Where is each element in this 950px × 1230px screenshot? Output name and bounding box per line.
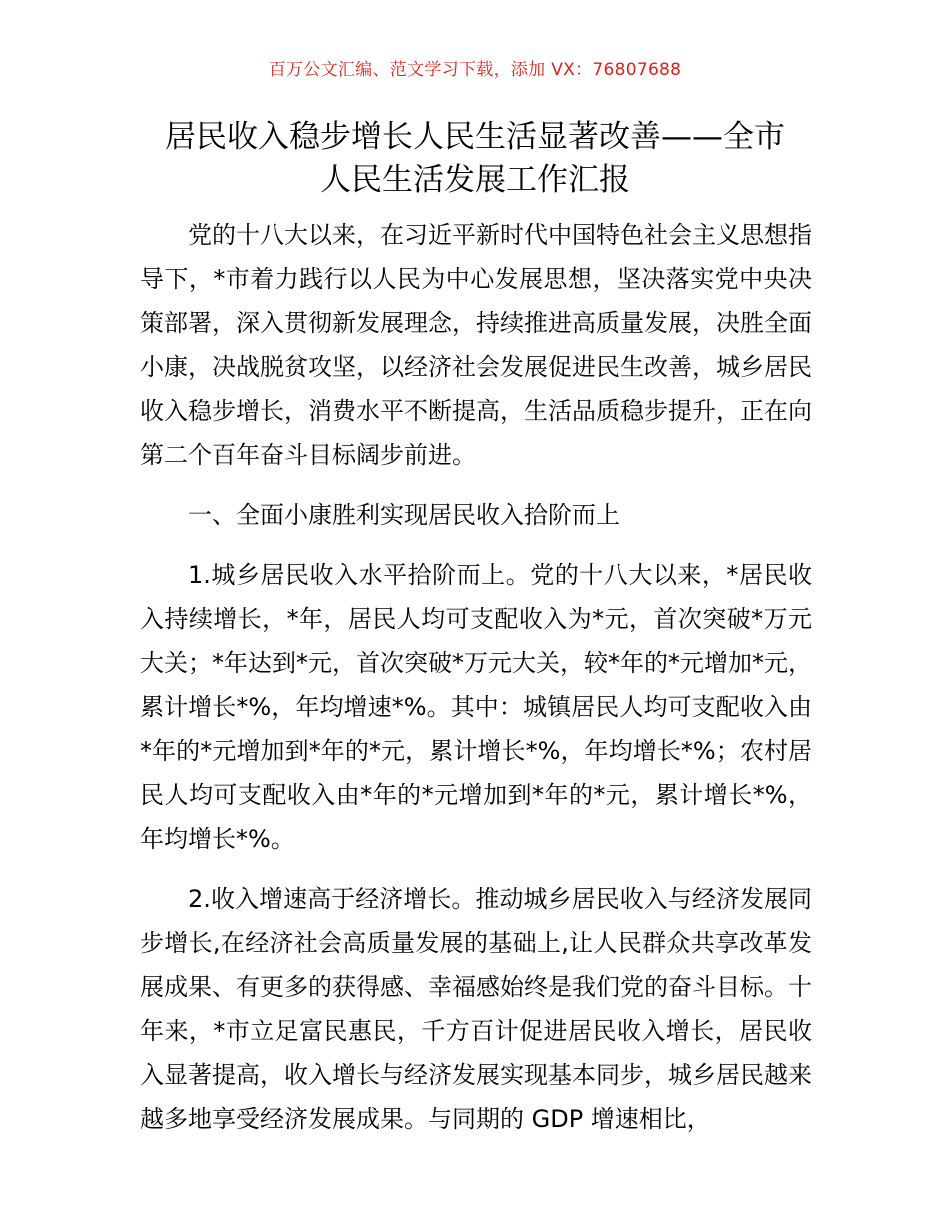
intro-paragraph: 党的十八大以来，在习近平新时代中国特色社会主义思想指导下，*市着力践行以人民为中心发展思想，坚决落实党中央决策部署，深入贯彻新发展理念，持续推进高质量发展，决胜全面小康，决战脱贫攻坚，以经济社会发展促进民生改善，城乡居民收入稳步增长，消费水平不断提高，生活品质稳步提升，正在向第二个百年奋斗目标阔步前进。 [140, 221, 812, 469]
title-line-1: 居民收入稳步增长人民生活显著改善——全市 [165, 119, 785, 155]
paragraph-income-level: 1.城乡居民收入水平拾阶而上。党的十八大以来，*居民收入持续增长，*年，居民人均可支配收入为*元，首次突破*万元大关；*年达到*元，首次突破*万元大关，较*年的*元增加*元，累计增长*%，年均增速*%。其中：城镇居民人均可支配收入由*年的*元增加到*年的*元，累计增长*%，年均增长*%；农村居民人均可支配收入由*年的*元增加到*年的*元，累计增长*%，年均增长*%。 [140, 561, 812, 853]
document-title [0, 116, 950, 202]
title-line-2: 人民生活发展工作汇报 [320, 162, 630, 198]
document-body [140, 213, 812, 1141]
section-heading-1: 一、全面小康胜利实现居民收入拾阶而上 [188, 501, 620, 529]
header-promo-note: 百万公文汇编、范文学习下载，添加 VX：76807688 [268, 60, 682, 80]
paragraph-income-growth: 2.收入增速高于经济增长。推动城乡居民收入与经济发展同步增长,在经济社会高质量发展的基础上,让人民群众共享改革发展成果、有更多的获得感、幸福感始终是我们党的奋斗目标。十年来，*市立足富民惠民，千方百计促进居民收入增长，居民收入显著提高，收入增长与经济发展实现基本同步，城乡居民越来越多地享受经济发展成果。与同期的 GDP 增速相比， [140, 885, 812, 1133]
